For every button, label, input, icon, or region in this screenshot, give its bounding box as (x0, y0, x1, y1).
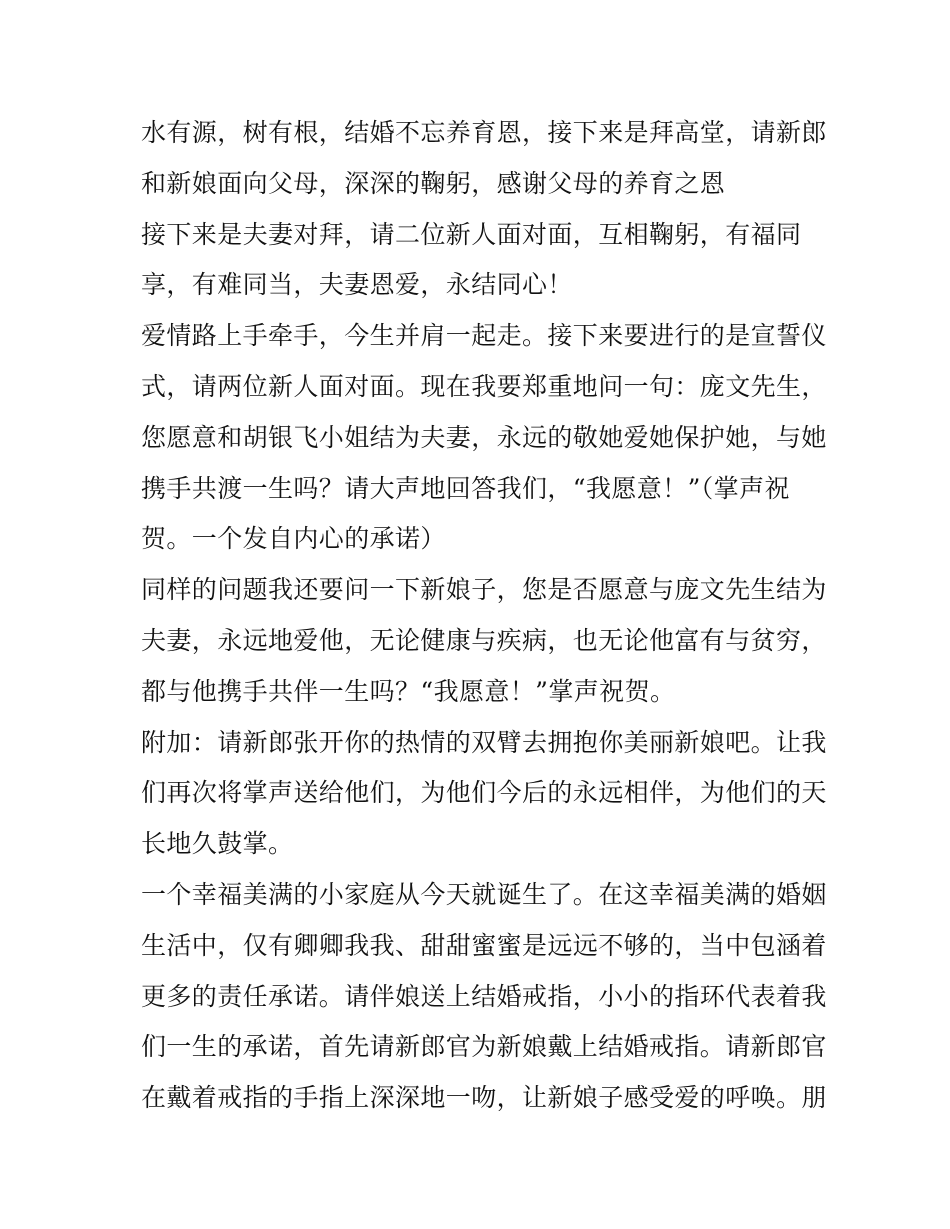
text-line: 接下来是夫妻对拜，请二位新人面对面，互相鞠躬，有福同 (141, 219, 802, 249)
paragraph-bride-vow (141, 565, 827, 717)
text-line: 式，请两位新人面对面。现在我要郑重地问一句：庞文先生， (141, 371, 827, 401)
paragraph-bow-to-each-other (141, 210, 821, 312)
text-line: 您愿意和胡银飞小姐结为夫妻，永远的敬她爱她保护她，与她 (141, 422, 827, 452)
text-line: 贺。一个发自内心的承诺） (141, 524, 446, 554)
text-line: 更多的责任承诺。请伴娘送上结婚戒指，小小的指环代表着我 (141, 981, 827, 1011)
text-line: 生活中，仅有卿卿我我、甜甜蜜蜜是远远不够的，当中包涵着 (141, 930, 827, 960)
text-line: 一个幸福美满的小家庭从今天就诞生了。在这幸福美满的婚姻 (141, 879, 827, 909)
text-line: 附加：请新郎张开你的热情的双臂去拥抱你美丽新娘吧。让我 (141, 727, 827, 757)
text-line: 携手共渡一生吗？请大声地回答我们，“我愿意！”（掌声祝 (141, 473, 790, 503)
text-line: 水有源，树有根，结婚不忘养育恩，接下来是拜高堂，请新郎 (141, 118, 827, 147)
text-line: 爱情路上手牵手，今生并肩一起走。接下来要进行的是宣誓仪 (141, 321, 827, 351)
text-line: 都与他携手共伴一生吗？“我愿意！”掌声祝贺。 (141, 676, 676, 706)
text-line: 在戴着戒指的手指上深深地一吻，让新娘子感受爱的呼唤。朋 (141, 1083, 827, 1113)
text-line: 们一生的承诺，首先请新郎官为新娘戴上结婚戒指。请新郎官 (141, 1032, 827, 1062)
paragraph-addendum-embrace (141, 718, 827, 870)
document-body (141, 108, 827, 1124)
paragraph-bow-to-parents (141, 108, 827, 210)
text-line: 同样的问题我还要问一下新娘子，您是否愿意与庞文先生结为 (141, 575, 827, 605)
text-line: 们再次将掌声送给他们，为他们今后的永远相伴，为他们的天 (141, 778, 827, 808)
text-line: 享，有难同当，夫妻恩爱，永结同心！ (141, 270, 573, 300)
text-line: 夫妻，永远地爱他，无论健康与疾病，也无论他富有与贫穷， (141, 625, 827, 655)
paragraph-groom-vow (141, 311, 827, 565)
text-line: 和新娘面向父母，深深的鞠躬，感谢父母的养育之恩 (141, 168, 726, 198)
text-line: 长地久鼓掌。 (141, 829, 294, 859)
paragraph-ring-exchange (141, 870, 827, 1124)
